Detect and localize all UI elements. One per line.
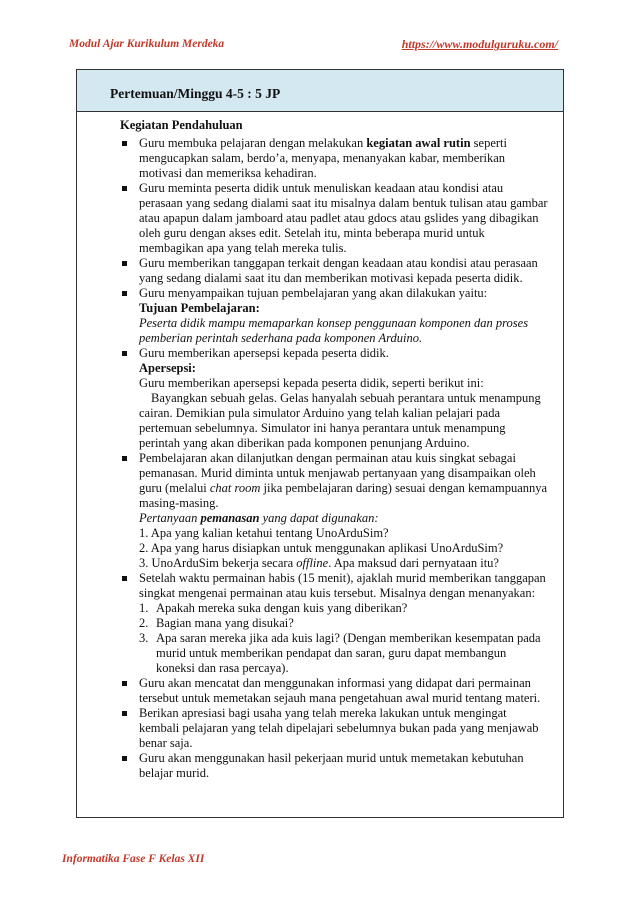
list-item — [120, 571, 548, 676]
warmup-q-pre: Pertanyaan — [139, 511, 201, 525]
lesson-box — [76, 69, 564, 818]
b4-text: Guru menyampaikan tujuan pembelajaran yang akan dilakukan yaitu: — [139, 286, 488, 300]
list-item — [120, 136, 548, 181]
b1-text-pre: Guru membuka pelajaran dengan melakukan — [139, 136, 367, 150]
list-item — [120, 706, 548, 751]
warmup-question-1: 1. Apa yang kalian ketahui tentang UnoArduSim? — [139, 526, 389, 540]
list-item — [120, 451, 548, 571]
b2-text: Guru meminta peserta didik untuk menuliskan keadaan atau kondisi atau perasaan yang sedang dialami saat itu misalnya dalam bentuk tulisan atau gambar atau apapun dalam jamboard atau padlet atau gdocs atau gslides yang dibagikan oleh guru dengan akses edit. Setelah itu, minta beberapa murid untuk membagikan apa yang telah mereka tulis. — [139, 181, 548, 255]
list-item — [120, 346, 548, 451]
item-text: Apa saran mereka jika ada kuis lagi? (Dengan memberikan kesempatan pada murid untuk memberikan pendapat dan saran, guru dapat membangun koneksi dan rasa percaya). — [156, 631, 541, 675]
b7-text: Setelah waktu permainan habis (15 menit), ajaklah murid memberikan tanggapan singkat mengenai permainan atau kuis tersebut. Misalnya dengan menanyakan: — [139, 571, 546, 600]
item-text: Apakah mereka suka dengan kuis yang diberikan? — [156, 601, 408, 615]
feedback-question-list — [139, 601, 548, 676]
list-item — [120, 751, 548, 781]
b5-text: Guru memberikan apersepsi kepada peserta didik. — [139, 346, 389, 360]
item-text: Bagian mana yang disukai? — [156, 616, 294, 630]
b3-text: Guru memberikan tanggapan terkait dengan keadaan atau kondisi atau perasaan yang sedang dialami saat itu dan memberikan motivasi kepada peserta didik. — [139, 256, 538, 285]
header-module-title: Modul Ajar Kurikulum Merdeka — [69, 38, 225, 50]
meeting-title: Pertemuan/Minggu 4-5 : 5 JP — [110, 86, 281, 101]
b6-text-post: jika pembelajaran daring) sesuai dengan kemampuannya masing-masing. — [139, 481, 548, 510]
b10-text: Guru akan menggunakan hasil pekerjaan murid untuk memetakan kebutuhan belajar murid. — [139, 751, 524, 780]
item-number: 3. — [139, 631, 149, 645]
warmup-question-2: 2. Apa yang harus disiapkan untuk menggunakan aplikasi UnoArduSim? — [139, 541, 504, 555]
section-title: Kegiatan Pendahuluan — [120, 118, 243, 132]
lesson-box-header — [77, 70, 563, 112]
apperception-label: Apersepsi: — [139, 361, 196, 375]
q3-pre: 3. UnoArduSim bekerja secara — [139, 556, 297, 570]
warmup-question-3 — [139, 556, 548, 571]
header-website-link[interactable]: https://www.modulguruku.com/ — [401, 37, 558, 51]
warmup-question-label — [139, 511, 548, 526]
warmup-q-bold: pemanasan — [200, 511, 260, 525]
b9-text: Berikan apresiasi bagi usaha yang telah mereka lakukan untuk mengingat kembali pelajaran yang telah dipelajari sebelumnya bukan pada yang menjawab benar saja. — [139, 706, 539, 750]
b8-text: Guru akan mencatat dan menggunakan informasi yang didapat dari permainan tersebut untuk memetakan sejauh mana pengetahuan awal murid tentang materi. — [139, 676, 541, 705]
q3-italic: offline — [296, 556, 329, 570]
list-item — [120, 286, 548, 346]
list-item — [120, 181, 548, 256]
b6-text-italic: chat room — [209, 481, 261, 495]
learning-objective-text: Peserta didik mampu memaparkan konsep penggunaan komponen dan proses pemberian perintah sederhana pada komponen Arduino. — [139, 316, 529, 345]
footer-course-title: Informatika Fase F Kelas XII — [62, 853, 205, 865]
q3-post: . Apa maksud dari pernyataan itu? — [328, 556, 499, 570]
feedback-question — [139, 631, 548, 676]
list-item — [120, 676, 548, 706]
feedback-question — [139, 601, 548, 616]
activity-list — [120, 136, 548, 781]
b1-text-post: seperti mengucapkan salam, berdo’a, menyapa, menanyakan kabar, memberikan motivasi dan memeriksa kehadiran. — [139, 136, 507, 180]
b1-text-bold: kegiatan awal rutin — [366, 136, 471, 150]
item-number: 1. — [139, 601, 149, 615]
list-item — [120, 256, 548, 286]
b6-text-pre: Pembelajaran akan dilanjutkan dengan permainan atau kuis singkat sebagai pemanasan. Murid diminta untuk menjawab pertanyaan yang disampaikan oleh guru (melalui — [139, 451, 536, 495]
warmup-q-post: yang dapat digunakan: — [259, 511, 379, 525]
apperception-intro: Guru memberikan apersepsi kepada peserta didik, seperti berikut ini: — [139, 376, 484, 390]
lesson-content — [120, 118, 548, 781]
feedback-question — [139, 616, 548, 631]
apperception-paragraph: Bayangkan sebuah gelas. Gelas hanyalah sebuah perantara untuk menampung cairan. Demikian pula simulator Arduino yang telah kalian pelajari pada pertemuan sebelumnya. Simulator ini hanya perantara untuk menampung perintah yang akan diberikan pada komponen penunjang Arduino. — [139, 391, 541, 450]
learning-objective-label: Tujuan Pembelajaran: — [139, 301, 260, 315]
item-number: 2. — [139, 616, 149, 630]
